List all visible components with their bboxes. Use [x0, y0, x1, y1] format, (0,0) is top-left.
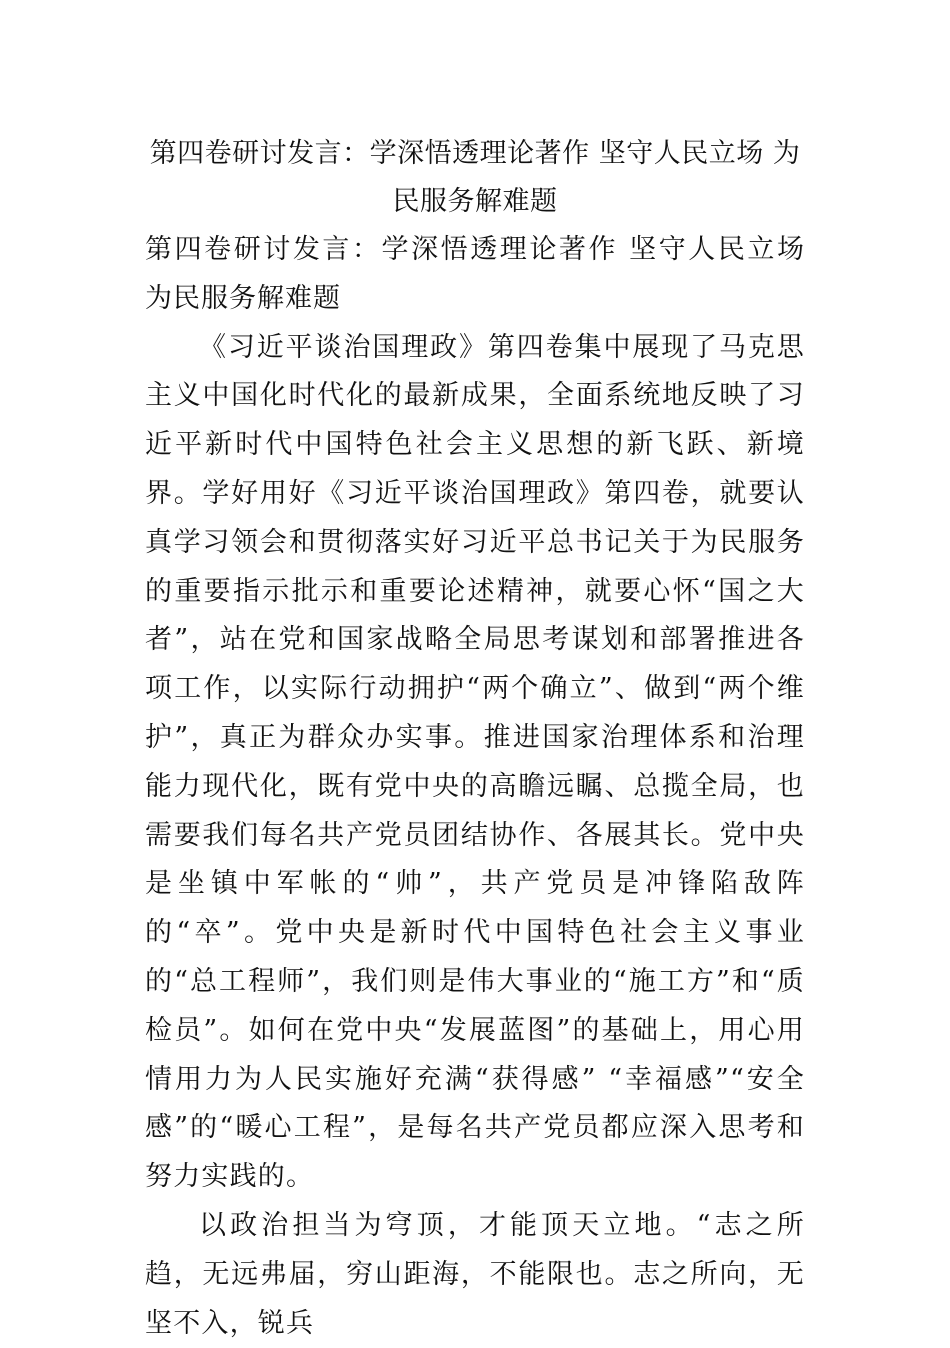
document-page	[145, 120, 805, 1348]
body-paragraph: 《习近平谈治国理政》第四卷集中展现了马克思主义中国化时代化的最新成果，全面系统地反映了习近平新时代中国特色社会主义思想的新飞跃、新境界。学好用好《习近平谈治国理政》第四卷，就要认真学习领会和贯彻落实好习近平总书记关于为民服务的重要指示批示和重要论述精神，就要心怀“国之大者”，站在党和国家战略全局思考谋划和部署推进各项工作，以实际行动拥护“两个确立”、做到“两个维护”，真正为群众办实事。推进国家治理体系和治理能力现代化，既有党中央的高瞻远瞩、总揽全局，也需要我们每名共产党员团结协作、各展其长。党中央是坐镇中军帐的“帅”，共产党员是冲锋陷敌阵的“卒”。党中央是新时代中国特色社会主义事业的“总工程师”，我们则是伟大事业的“施工方”和“质检员”。如何在党中央“发展蓝图”的基础上，用心用情用力为人民实施好充满“获得感” “幸福感”“安全感”的“暖心工程”，是每名共产党员都应深入思考和努力实践的。	[145, 331, 805, 1193]
body-paragraph: 以政治担当为穹顶，才能顶天立地。“志之所趋，无远弗届，穷山距海，不能限也。志之所向，无坚不入，锐兵	[145, 1209, 805, 1339]
document-title: 第四卷研讨发言：学深悟透理论著作 坚守人民立场 为民服务解难题	[149, 138, 801, 217]
document-subtitle: 第四卷研讨发言：学深悟透理论著作 坚守人民立场 为民服务解难题	[145, 234, 805, 314]
